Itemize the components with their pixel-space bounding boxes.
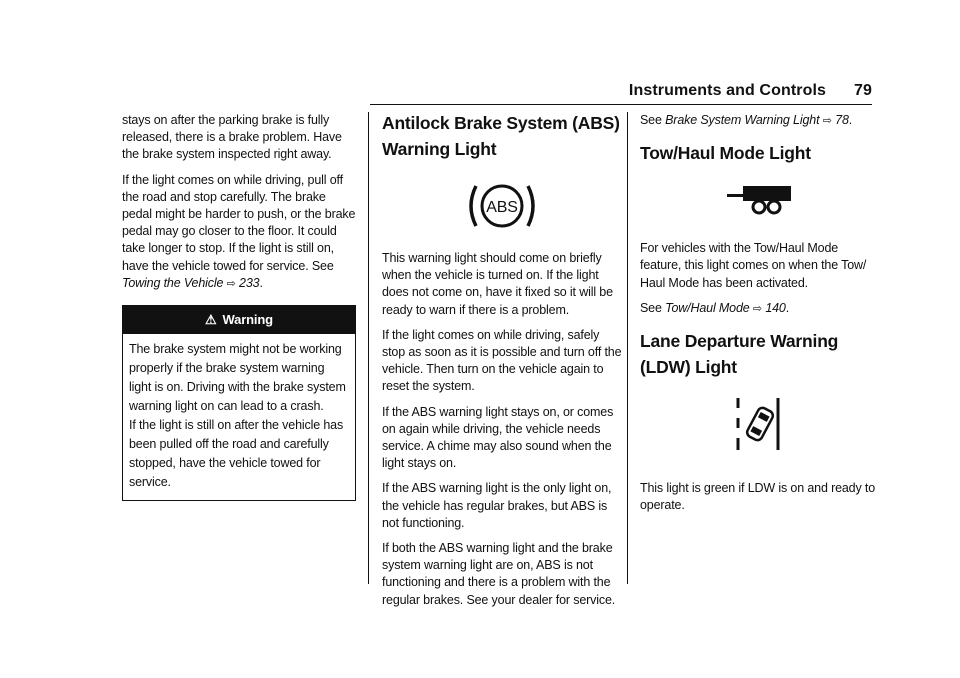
section-title: Instruments and Controls [628, 82, 826, 99]
abs-warning-icon [382, 180, 622, 232]
warning-icon: ⚠ [205, 312, 217, 328]
column-divider [627, 112, 628, 584]
paragraph [122, 172, 356, 293]
paragraph: For vehicles with the Tow/Haul Mode feature, this light comes on when the Tow/ Haul Mode has been activated. [640, 241, 867, 290]
cross-reference-page[interactable]: 233 [239, 275, 260, 290]
warning-box [122, 305, 356, 501]
paragraph: If the ABS warning light stays on, or comes on again while driving, the vehicle needs service. A chime may also sound when the light stays on. [382, 404, 614, 471]
abs-icon-label: ABS [486, 199, 518, 216]
lane-departure-icon [640, 396, 880, 454]
page-ref-arrow-icon: ⇨ [226, 277, 236, 290]
see-label: See [640, 300, 666, 315]
header-rule [370, 104, 872, 105]
paragraph: If both the ABS warning light and the brake system warning light are on, ABS is not functioning and there is a problem with the regular brakes. See your dealer for service. [382, 541, 616, 607]
punctuation: . [848, 113, 853, 127]
warning-header [123, 306, 355, 334]
column-divider [368, 112, 369, 584]
column-left [122, 112, 356, 501]
warning-title: Warning [222, 312, 273, 328]
cross-reference-link[interactable]: Brake System Warning Light [665, 113, 820, 127]
paragraph: This warning light should come on briefly when the vehicle is turned on. If the light does not come on, have it fixed so it will be ready to warn if there is a problem. [382, 251, 613, 317]
punctuation: . [259, 275, 263, 290]
warning-text: The brake system might not be working properly if the brake system warning light is on. Driving with the brake system warning light on can lead to a crash. [129, 342, 346, 414]
see-reference [640, 112, 880, 130]
page-number: 79 [854, 82, 872, 99]
punctuation: . [785, 300, 790, 315]
warning-text: If the light is still on after the vehicle has been pulled off the road and carefully stopped, have the vehicle towed for service. [129, 418, 344, 490]
cross-reference-link[interactable]: Towing the Vehicle [122, 275, 224, 290]
section-heading-ldw: Lane Departure Warning (LDW) Light [640, 331, 839, 378]
see-label: See [640, 113, 666, 127]
cross-reference-page[interactable]: 78 [835, 113, 849, 127]
cross-reference-page[interactable]: 140 [765, 300, 786, 315]
page-ref-arrow-icon: ⇨ [752, 302, 762, 315]
warning-body [123, 334, 355, 500]
paragraph: If the light comes on while driving, safely stop as soon as it is possible and turn off the vehicle. Then turn on the vehicle again to reset the system. [382, 327, 622, 394]
page-ref-arrow-icon: ⇨ [822, 115, 832, 127]
abs-symbol [466, 180, 538, 232]
column-middle [382, 112, 622, 617]
paragraph: stays on after the parking brake is fully released, there is a brake problem. Have the brake system inspected right away. [122, 113, 342, 162]
section-heading-tow-haul: Tow/Haul Mode Light [640, 143, 811, 164]
page-header [472, 82, 872, 100]
section-heading-abs: Antilock Brake System (ABS) Warning Light [382, 113, 620, 159]
trailer-icon [640, 184, 880, 216]
column-right [640, 112, 880, 522]
paragraph: If the ABS warning light is the only light on, the vehicle has regular brakes, but ABS is not functioning. [382, 481, 612, 530]
paragraph: This light is green if LDW is on and ready to operate. [640, 481, 876, 513]
see-reference [640, 300, 880, 318]
cross-reference-link[interactable]: Tow/Haul Mode [665, 300, 750, 315]
paragraph-text: If the light comes on while driving, pull off the road and stop carefully. The brake pedal might be harder to push, or the brake pedal may go closer to the floor. It could take longer to stop. If the light is still on, have the vehicle towed for service. See [122, 172, 356, 273]
